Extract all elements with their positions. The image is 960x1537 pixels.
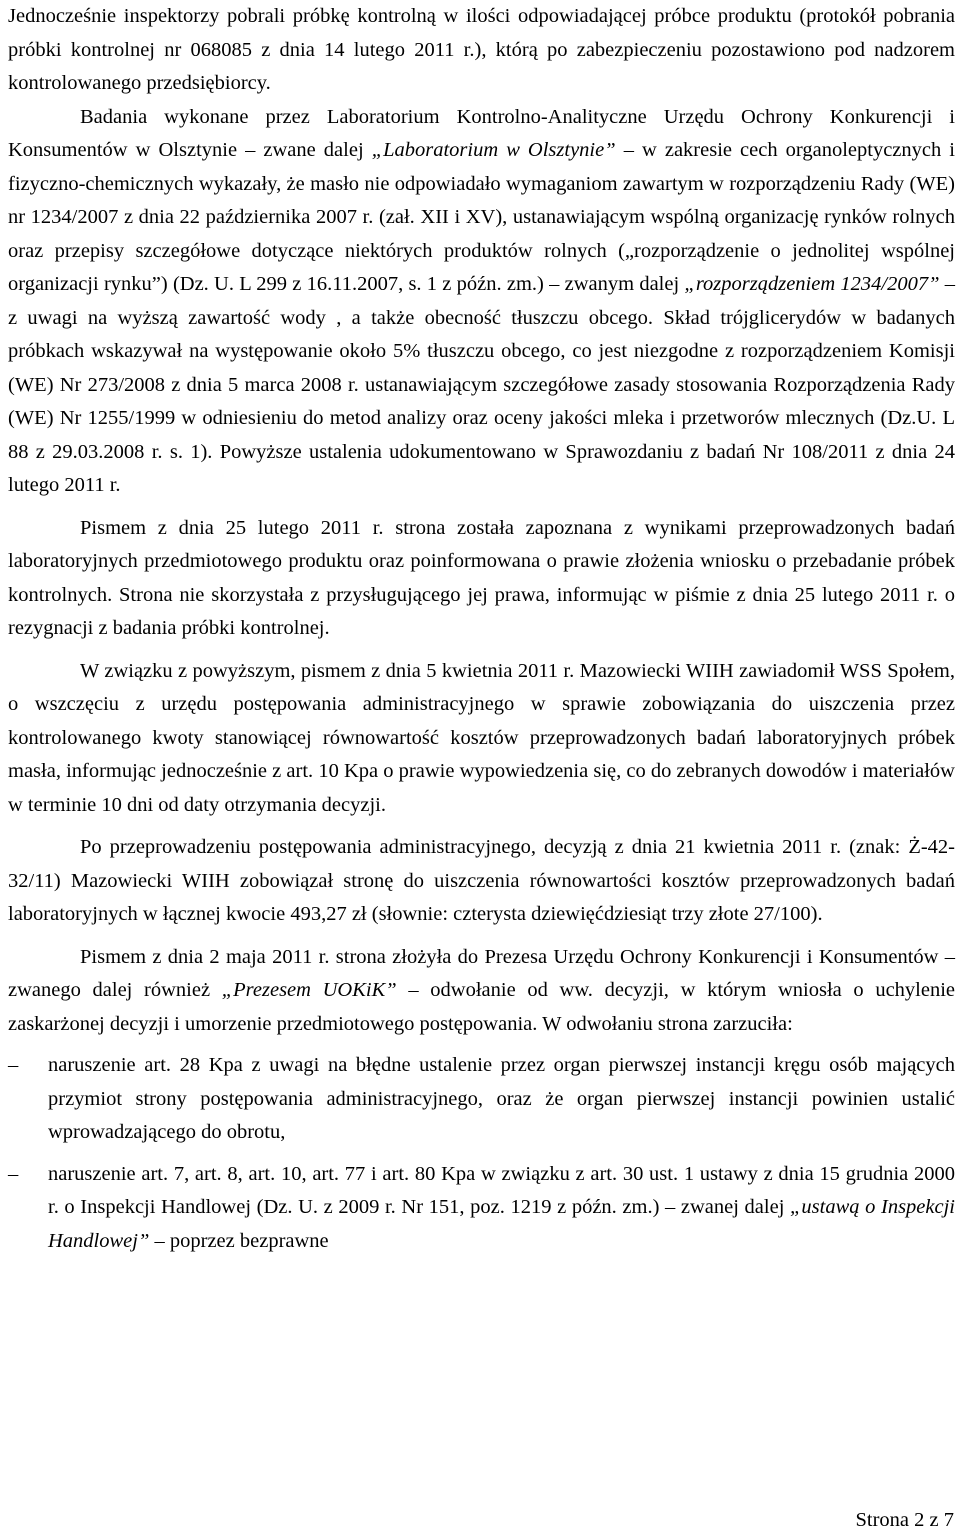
paragraph-text: Jednocześnie inspektorzy pobrali próbkę kontrolną w ilości odpowiadającej próbce produktu (protokół pobrania próbki kontrolnej nr 068085 z dnia 14 lutego 2011 r.), którą po zabezpieczeniu pozostawiono pod nadzorem kontrolowanego przedsiębiorcy. [8,5,955,94]
paragraph-notification [8,655,955,823]
defined-term-prezes: „Prezesem UOKiK” [221,979,397,1001]
list-dash: – [8,1162,19,1185]
objections-list [8,1049,955,1258]
paragraph-appeal [8,941,955,1042]
paragraph-text: – w zakresie cech organoleptycznych i fizyczno-chemicznych wykazały, że masło nie odpowiadało wymaganiom zawartym w rozporządzeniu Rady (WE) nr 1234/2007 z dnia 22 października 2007 r. (zał. XII i XV), ustanawiającym wspólną organizację rynków rolnych oraz przepisy szczegółowe dotyczące niektórych produktów rolnych („rozporządzenie o jednolitej wspólnej organizacji rynku”) (Dz. U. L 299 z 16.11.2007, s. 1 z późn. zm.) – zwanym dalej [8,139,955,295]
paragraph-text: – z uwagi na wyższą zawartość wody , a także obecność tłuszczu obcego. Skład trójglicerydów w badanych próbkach wskazywał na występowanie około 5% tłuszczu obcego, co jest niezgodne z rozporządzeniem Komisji (WE) Nr 273/2008 z dnia 5 marca 2008 r. ustanawiającym szczegółowe zasady stosowania Rozporządzenia Rady (WE) Nr 1255/1999 w odniesieniu do metod analizy oraz oceny jakości mleka i przetworów mlecznych (Dz.U. L 88 z 29.03.2008 r. s. 1). Powyższe ustalenia udokumentowano w Sprawozdaniu z badań Nr 108/2011 z dnia 24 lutego 2011 r. [8,273,955,496]
paragraph-text: Pismem z dnia 25 lutego 2011 r. strona została zapoznana z wynikami przeprowadzonych badań laboratoryjnych przedmiotowego produktu oraz poinformowana o prawie złożenia wniosku o przebadanie próbek kontrolnych. Strona nie skorzystała z przysługującego jej prawa, informując w piśmie z dnia 25 lutego 2011 r. o rezygnacji z badania próbki kontrolnej. [8,516,955,639]
paragraph-text: – odwołanie od ww. decyzji, w którym wniosła o uchylenie zaskarżonej decyzji i umorzenie przedmiotowego postępowania. W odwołaniu strona zarzuciła: [8,979,956,1035]
document-page [8,0,955,1258]
paragraph-text: W związku z powyższym, pismem z dnia 5 kwietnia 2011 r. Mazowiecki WIIH zawiadomił WSS Społem, o wszczęciu z urzędu postępowania administracyjnego w sprawie zobowiązania do uiszczenia przez kontrolowanego kwoty stanowiącej równowartość kosztów przeprowadzonych badań laboratoryjnych próbek masła, informując jednocześnie z art. 10 Kpa o prawie wypowiedzenia się, co do zebranych dowodów i materiałów w terminie 10 dni od daty otrzymania decyzji. [8,659,955,816]
defined-term-rozporzadzenie: „rozporządzeniem 1234/2007” [684,273,940,295]
paragraph-lab-results [8,101,955,503]
page-number: Strona 2 z 7 [855,1509,954,1531]
list-item [8,1158,955,1259]
defined-term-ustawa: „ustawą o Inspekcji Handlowej” [48,1196,955,1252]
defined-term-laboratorium: „Laboratorium w Olsztynie” [371,139,616,161]
paragraph-sample-control [8,0,955,101]
list-item-text: naruszenie art. 7, art. 8, art. 10, art. 77 i art. 80 Kpa w związku z art. 30 ust. 1 ustawy z dnia 15 grudnia 2000 r. o Inspekcji Handlowej (Dz. U. z 2009 r. Nr 151, poz. 1219 z późn. zm.) – zwanej dalej [48,1162,955,1218]
paragraph-decision [8,831,955,932]
paragraph-text: Pismem z dnia 2 maja 2011 r. strona złożyła do Prezesa Urzędu Ochrony Konkurencji i Konsumentów – zwanego dalej również [8,945,955,1001]
list-item-text: – poprzez bezprawne [149,1229,329,1252]
list-item-text: naruszenie art. 28 Kpa z uwagi na błędne ustalenie przez organ pierwszej instancji kręgu osób mających przymiot strony postępowania administracyjnego, oraz że organ pierwszej instancji powinien ustalić wprowadzającego do obrotu, [48,1054,955,1143]
list-item [8,1049,955,1150]
paragraph-letter-25-feb [8,512,955,646]
list-dash: – [8,1054,19,1076]
paragraph-text: Po przeprowadzeniu postępowania administracyjnego, decyzją z dnia 21 kwietnia 2011 r. (znak: Ż-42-32/11) Mazowiecki WIIH zobowiązał stronę do uiszczenia równowartości kosztów przeprowadzonych badań laboratoryjnych w łącznej kwocie 493,27 zł (słownie: czterysta dziewięćdziesiąt trzy złote 27/100). [8,836,955,925]
paragraph-text: Badania wykonane przez Laboratorium Kontrolno-Analityczne Urzędu Ochrony Konkurencji i Konsumentów w Olsztynie – zwane dalej [8,105,955,161]
